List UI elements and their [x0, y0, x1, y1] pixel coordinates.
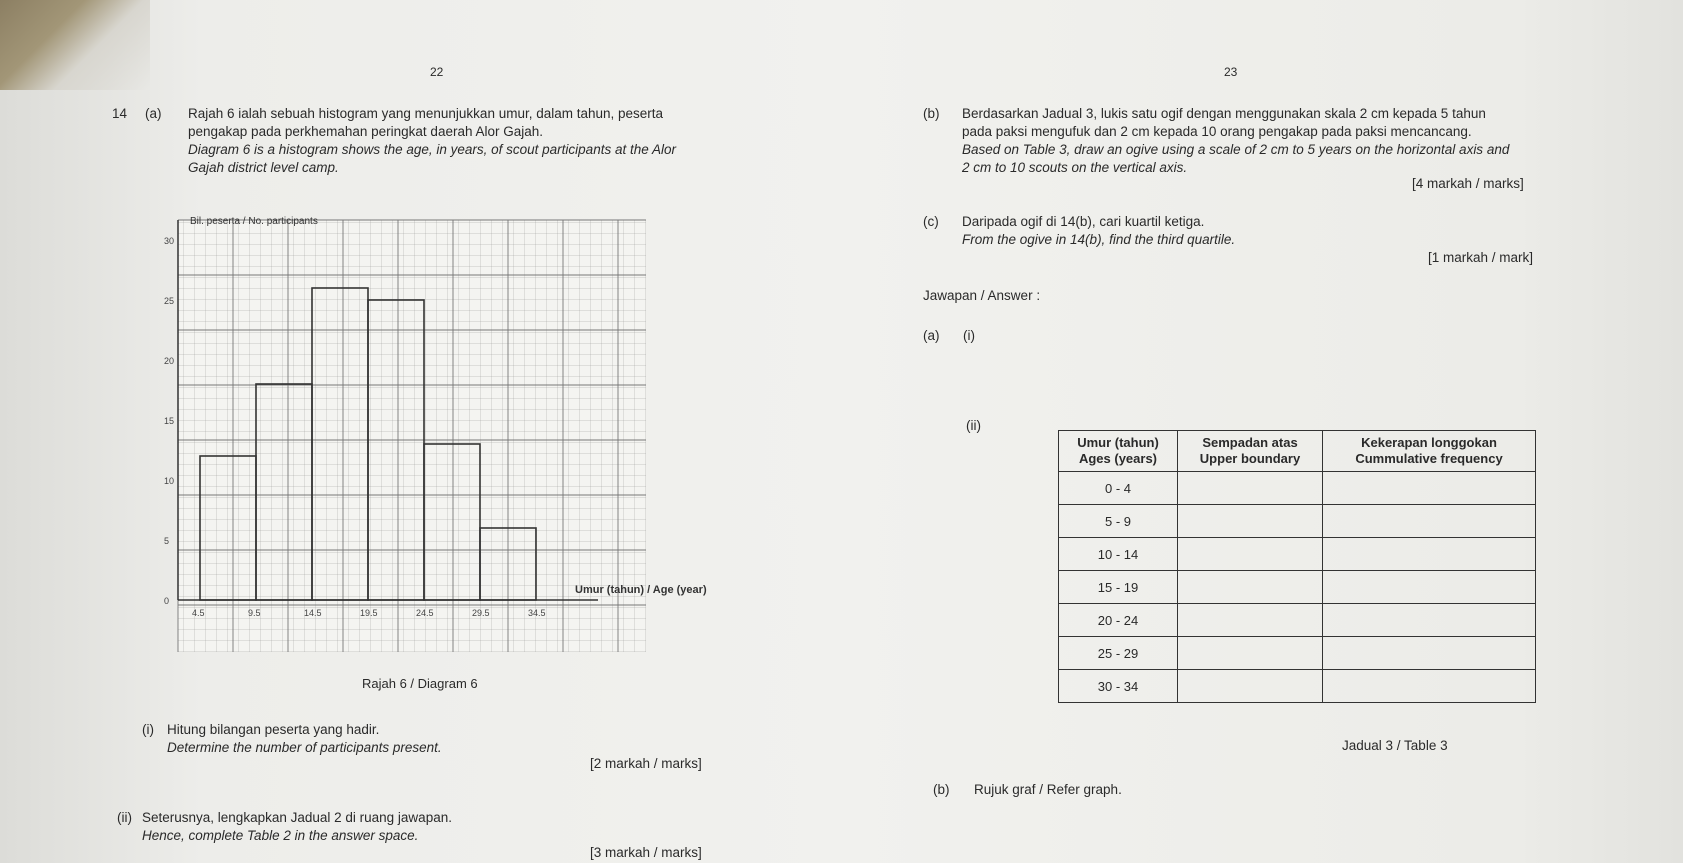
- header-upper-boundary: Sempadan atas Upper boundary: [1178, 431, 1323, 472]
- x-tick-label: 34.5: [528, 608, 546, 618]
- x-tick-label: 4.5: [192, 608, 205, 618]
- cumulative-frequency-cell[interactable]: [1323, 571, 1536, 604]
- answer-heading: Jawapan / Answer :: [923, 288, 1041, 303]
- part-c-label: (c): [923, 214, 939, 229]
- part-c-malay: Daripada ogif di 14(b), cari kuartil ketiga.: [962, 214, 1205, 229]
- x-tick-label: 19.5: [360, 608, 378, 618]
- answer-table-3: [1058, 430, 1536, 703]
- x-tick-label: 24.5: [416, 608, 434, 618]
- cumulative-frequency-cell[interactable]: [1323, 604, 1536, 637]
- y-tick-labels: [164, 236, 174, 606]
- answer-ii-label: (ii): [966, 418, 981, 433]
- part-a-malay-line2: pengakap pada perkhemahan peringkat daerah Alor Gajah.: [188, 124, 544, 139]
- x-tick-label: 9.5: [248, 608, 261, 618]
- table-row: 5 - 9: [1059, 505, 1536, 538]
- part-i-label: (i): [142, 722, 154, 737]
- histogram-diagram-6: [150, 200, 710, 660]
- part-i-malay: Hitung bilangan peserta yang hadir.: [167, 722, 380, 737]
- upper-boundary-cell[interactable]: [1178, 538, 1323, 571]
- cumulative-frequency-cell[interactable]: [1323, 670, 1536, 703]
- part-b-english-line2: 2 cm to 10 scouts on the vertical axis.: [962, 160, 1188, 175]
- answer-a-label: (a): [923, 328, 940, 343]
- table-row: 30 - 34: [1059, 670, 1536, 703]
- part-b-marks: [4 markah / marks]: [1412, 176, 1524, 191]
- cumulative-frequency-cell[interactable]: [1323, 637, 1536, 670]
- y-tick-label: 25: [164, 296, 175, 306]
- table-row: 25 - 29: [1059, 637, 1536, 670]
- x-tick-label: 29.5: [472, 608, 490, 618]
- cumulative-frequency-cell[interactable]: [1323, 472, 1536, 505]
- table-caption: Jadual 3 / Table 3: [1342, 738, 1448, 753]
- table-row: 15 - 19: [1059, 571, 1536, 604]
- part-i-english: Determine the number of participants present.: [167, 740, 442, 755]
- header-cumulative-frequency: Kekerapan longgokan Cummulative frequency: [1323, 431, 1536, 472]
- upper-boundary-cell[interactable]: [1178, 571, 1323, 604]
- table-row: 20 - 24: [1059, 604, 1536, 637]
- part-c-english: From the ogive in 14(b), find the third quartile.: [962, 232, 1236, 247]
- x-tick-label: 14.5: [304, 608, 322, 618]
- y-axis-label: Bil. peserta / No. participants: [190, 216, 318, 227]
- upper-boundary-cell[interactable]: [1178, 604, 1323, 637]
- table-row: 0 - 4: [1059, 472, 1536, 505]
- answer-b-label: (b): [933, 782, 950, 797]
- part-a-english-line2: Gajah district level camp.: [188, 160, 339, 175]
- page-number-left: 22: [430, 65, 444, 79]
- y-tick-label: 30: [164, 236, 175, 246]
- part-b-label: (b): [923, 106, 940, 121]
- y-tick-label: 20: [164, 356, 175, 366]
- part-ii-label: (ii): [117, 810, 132, 825]
- part-c-marks: [1 markah / mark]: [1428, 250, 1534, 265]
- y-tick-label: 15: [164, 416, 175, 426]
- upper-boundary-cell[interactable]: [1178, 637, 1323, 670]
- y-tick-label: 0: [164, 596, 170, 606]
- table-header-row: [1059, 431, 1536, 472]
- part-ii-malay: Seterusnya, lengkapkan Jadual 2 di ruang jawapan.: [142, 810, 452, 825]
- part-a-malay-line1: Rajah 6 ialah sebuah histogram yang menunjukkan umur, dalam tahun, peserta: [188, 106, 664, 121]
- y-tick-label: 5: [164, 536, 170, 546]
- part-b-malay-line1: Berdasarkan Jadual 3, lukis satu ogif dengan menggunakan skala 2 cm kepada 5 tahun: [962, 106, 1486, 121]
- table-row: 10 - 14: [1059, 538, 1536, 571]
- part-ii-marks: [3 markah / marks]: [590, 845, 702, 860]
- cumulative-frequency-cell[interactable]: [1323, 505, 1536, 538]
- answer-i-label: (i): [963, 328, 975, 343]
- cumulative-frequency-cell[interactable]: [1323, 538, 1536, 571]
- answer-b-text: Rujuk graf / Refer graph.: [974, 782, 1122, 797]
- question-number: 14: [112, 106, 128, 121]
- part-i-marks: [2 markah / marks]: [590, 756, 702, 771]
- y-tick-label: 10: [164, 476, 175, 486]
- upper-boundary-cell[interactable]: [1178, 472, 1323, 505]
- part-a-english-line1: Diagram 6 is a histogram shows the age, in years, of scout participants at the Alor: [188, 142, 676, 157]
- part-a-label: (a): [145, 106, 162, 121]
- diagram-caption: Rajah 6 / Diagram 6: [362, 676, 478, 691]
- part-ii-english: Hence, complete Table 2 in the answer space.: [142, 828, 419, 843]
- upper-boundary-cell[interactable]: [1178, 505, 1323, 538]
- x-axis-label: Umur (tahun) / Age (year): [575, 584, 707, 596]
- photo-corner-shadow: [0, 0, 150, 90]
- upper-boundary-cell[interactable]: [1178, 670, 1323, 703]
- part-b-english-line1: Based on Table 3, draw an ogive using a scale of 2 cm to 5 years on the horizontal axis and: [962, 142, 1510, 157]
- header-age: Umur (tahun) Ages (years): [1059, 431, 1178, 472]
- part-b-malay-line2: pada paksi mengufuk dan 2 cm kepada 10 orang pengakap pada paksi mencancang.: [962, 124, 1472, 139]
- page-number-right: 23: [1224, 65, 1238, 79]
